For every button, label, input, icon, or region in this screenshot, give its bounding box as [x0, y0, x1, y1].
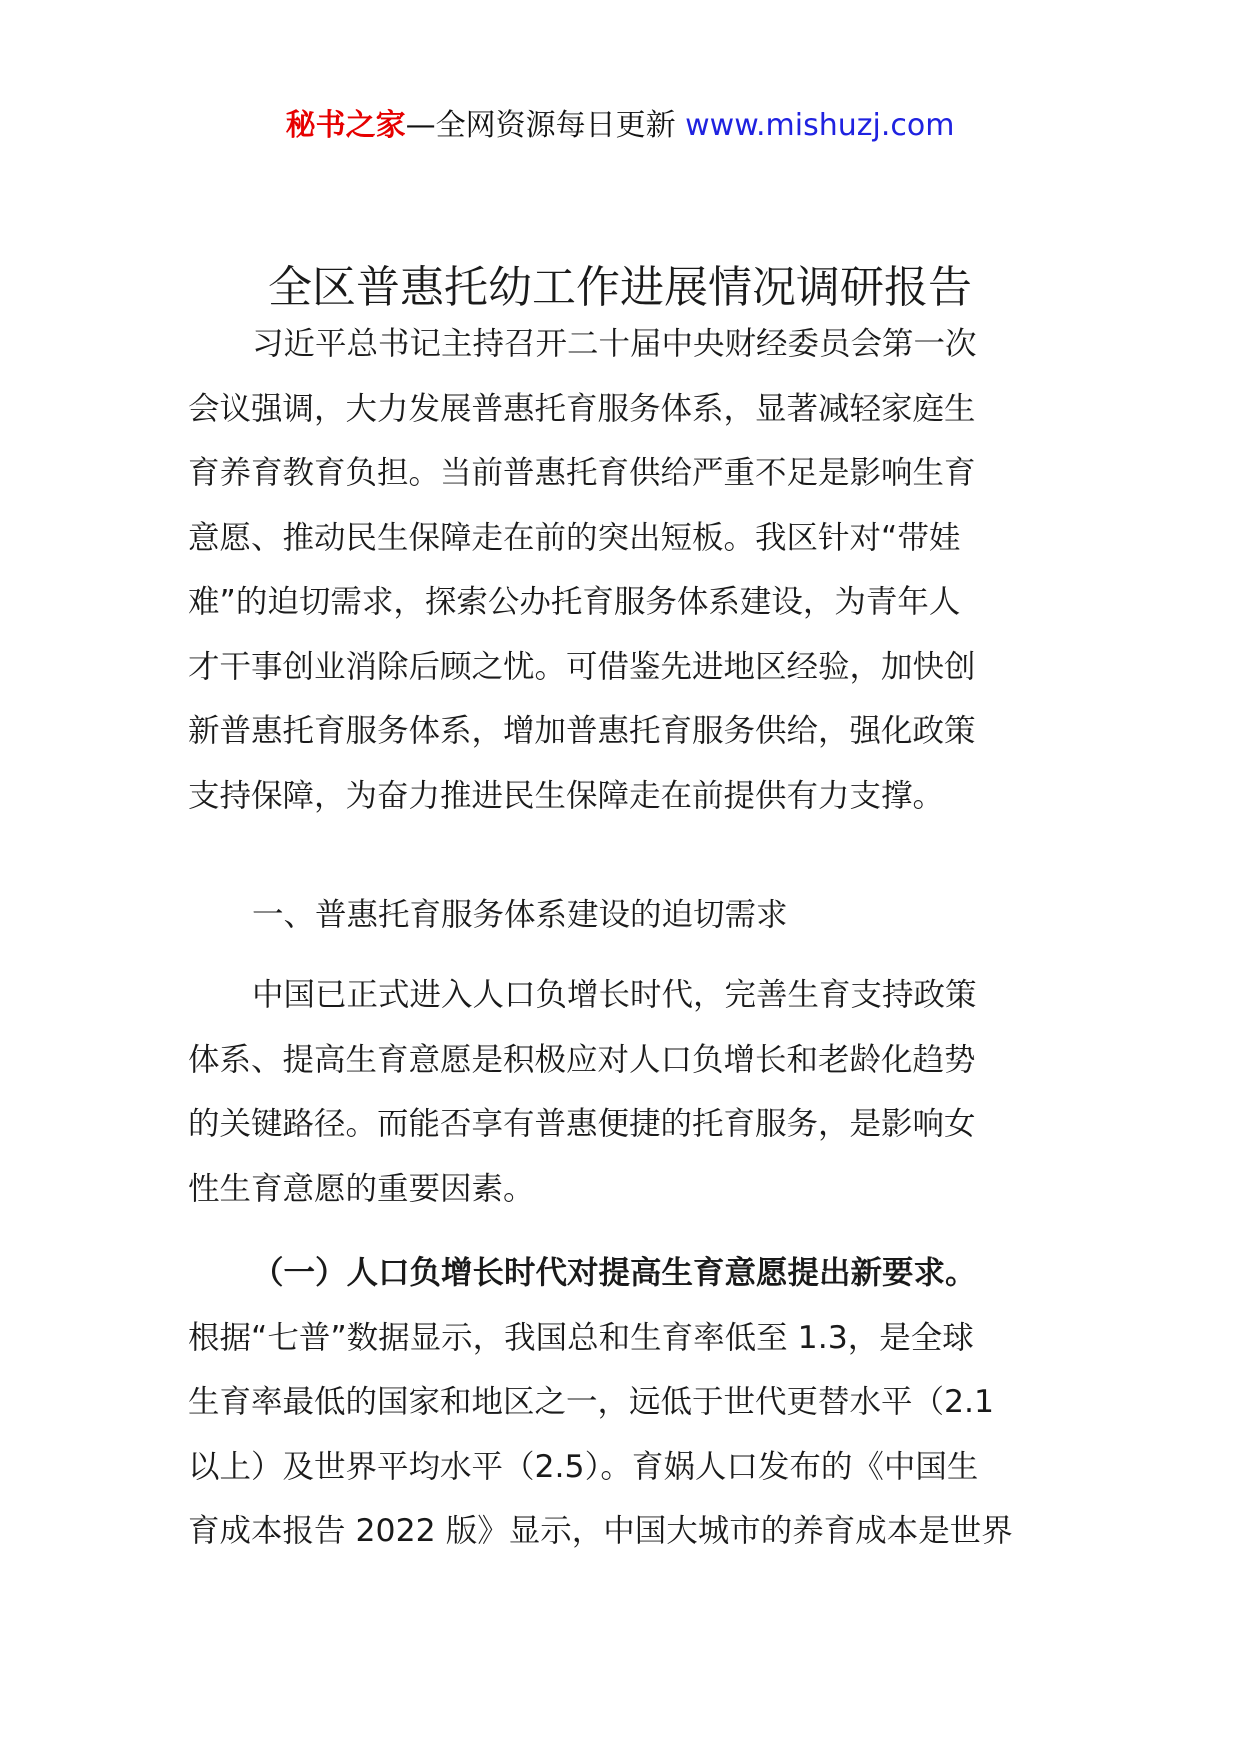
paragraph-line: 中国已正式进入人口负增长时代，完善生育支持政策	[252, 977, 977, 1013]
paragraph-line: 以上）及世界平均水平（2.5）。育娲人口发布的《中国生	[188, 1448, 979, 1485]
paragraph-line: 难”的迫切需求，探索公办托育服务体系建设，为青年人	[188, 584, 961, 620]
subsection-paragraph	[188, 1241, 1052, 1564]
paragraph-line: 支持保障，为奋力推进民生保障走在前提供有力支撑。	[188, 777, 945, 814]
paragraph-line: 育养育教育负担。当前普惠托育供给严重不足是影响生育	[188, 455, 976, 491]
site-url-link[interactable]: www.mishuzj.com	[685, 108, 955, 143]
paragraph-line: 根据“七普”数据显示，我国总和生育率低至 1.3，是全球	[188, 1319, 974, 1356]
intro-paragraph	[188, 312, 1052, 828]
paragraph-line: 的关键路径。而能否享有普惠便捷的托育服务，是影响女	[188, 1106, 976, 1142]
paragraph-line: 性生育意愿的重要因素。	[188, 1170, 535, 1207]
section-heading	[188, 883, 1052, 948]
site-brand-name: 秘书之家	[285, 108, 406, 143]
paragraph-line: 会议强调，大力发展普惠托育服务体系，显著减轻家庭生	[188, 390, 976, 427]
section-paragraph	[188, 963, 1052, 1221]
paragraph-line: 意愿、推动民生保障走在前的突出短板。我区针对“带娃	[188, 519, 961, 556]
paragraph-line: 新普惠托育服务体系，增加普惠托育服务供给，强化政策	[188, 713, 976, 749]
paragraph-line: 体系、提高生育意愿是积极应对人口负增长和老龄化趋势	[188, 1041, 976, 1078]
section-heading-text: 一、普惠托育服务体系建设的迫切需求	[252, 897, 788, 933]
paragraph-line: 生育率最低的国家和地区之一，远低于世代更替水平（2.1	[188, 1384, 995, 1420]
site-banner	[0, 104, 1240, 148]
paragraph-line: 才干事创业消除后顾之忧。可借鉴先进地区经验，加快创	[188, 648, 976, 685]
paragraph-line: 育成本报告 2022 版》显示，中国大城市的养育成本是世界	[188, 1513, 1013, 1549]
paragraph-line: 习近平总书记主持召开二十届中央财经委员会第一次	[252, 326, 977, 362]
site-slogan: —全网资源每日更新	[405, 108, 676, 143]
document-title: 全区普惠托幼工作进展情况调研报告	[268, 262, 972, 313]
subsection-heading: （一）人口负增长时代对提高生育意愿提出新要求。	[252, 1255, 977, 1291]
